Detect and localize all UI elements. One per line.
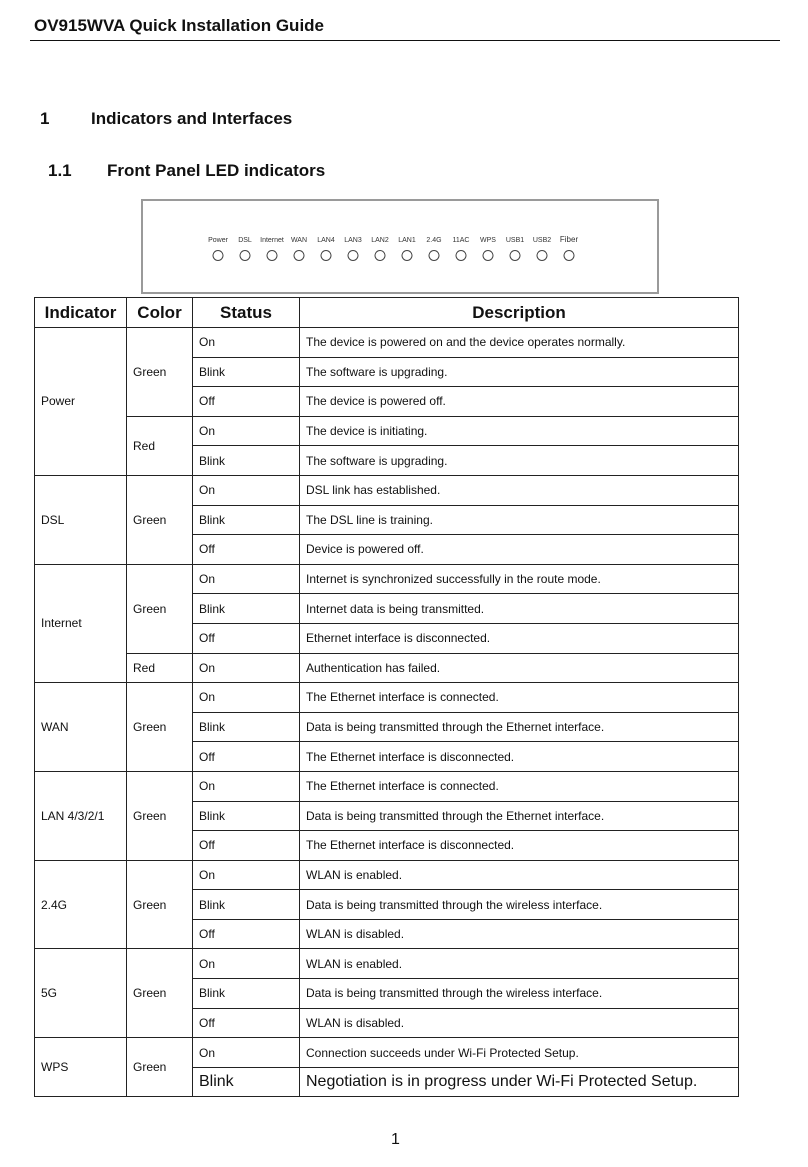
led-light-icon [537,250,548,261]
description-cell: Data is being transmitted through the Ethernet interface. [300,712,739,742]
description-cell: The device is initiating. [300,416,739,446]
table-body [35,328,739,1097]
status-cell: Off [193,623,300,653]
led-light-icon [240,250,251,261]
table-row [35,683,739,713]
led-light-icon [564,250,575,261]
led-label: USB1 [505,237,525,244]
table-row [35,860,739,890]
description-cell: Data is being transmitted through the wireless interface. [300,979,739,1009]
led-label: LAN1 [398,237,416,244]
color-cell: Green [127,949,193,1038]
status-cell: Blink [193,357,300,387]
status-cell: On [193,949,300,979]
led-label: LAN4 [317,237,335,244]
status-cell: On [193,683,300,713]
status-cell: Off [193,742,300,772]
indicator-cell: Power [35,328,127,476]
led-label: LAN2 [371,237,389,244]
indicator-cell: Internet [35,564,127,682]
description-cell: WLAN is enabled. [300,949,739,979]
color-cell: Green [127,475,193,564]
status-cell: On [193,475,300,505]
led-label: LAN3 [344,237,362,244]
description-cell: The software is upgrading. [300,357,739,387]
status-cell: On [193,860,300,890]
description-cell: Data is being transmitted through the Ethernet interface. [300,801,739,831]
led-light-icon [429,250,440,261]
column-header-color: Color [127,298,193,328]
description-cell: Internet data is being transmitted. [300,594,739,624]
document-header-title: OV915WVA Quick Installation Guide [34,16,325,35]
status-cell: Blink [193,979,300,1009]
status-cell: On [193,771,300,801]
led-light-icon [483,250,494,261]
status-cell: On [193,416,300,446]
column-header-status: Status [193,298,300,328]
indicator-cell: 5G [35,949,127,1038]
led-light-icon [267,250,278,261]
led-label: WPS [480,237,496,244]
color-cell: Green [127,328,193,417]
description-cell: The DSL line is training. [300,505,739,535]
description-cell: DSL link has established. [300,475,739,505]
led-label: DSL [238,237,252,244]
table-row [35,416,739,446]
section-number: 1 [40,109,50,128]
status-cell: Blink [193,890,300,920]
description-cell: Authentication has failed. [300,653,739,683]
color-cell: Green [127,860,193,949]
header-divider [30,40,780,41]
status-cell: Blink [193,801,300,831]
status-cell: Off [193,831,300,861]
led-light-icon [213,250,224,261]
led-label: USB2 [532,237,552,244]
led-light-icon [510,250,521,261]
indicator-cell: WAN [35,683,127,772]
column-header-description: Description [300,298,739,328]
description-cell: WLAN is disabled. [300,1008,739,1038]
table-row [35,328,739,358]
indicator-cell: LAN 4/3/2/1 [35,771,127,860]
led-light-icon [294,250,305,261]
description-cell: WLAN is disabled. [300,919,739,949]
table-row [35,949,739,979]
status-cell: Blink [193,712,300,742]
led-label: WAN [290,237,308,244]
led-label: 11AC [452,237,470,244]
description-cell: The software is upgrading. [300,446,739,476]
led-light-icon [456,250,467,261]
description-cell: Internet is synchronized successfully in the route mode. [300,564,739,594]
status-cell: On [193,564,300,594]
description-cell: WLAN is enabled. [300,860,739,890]
description-cell: The Ethernet interface is disconnected. [300,831,739,861]
status-cell: Off [193,1008,300,1038]
led-label: 2.4G [426,237,442,244]
table-row [35,1038,739,1068]
column-header-indicator: Indicator [35,298,127,328]
table-row [35,653,739,683]
led-label: Internet [260,237,284,244]
table-row [35,564,739,594]
status-cell: On [193,328,300,358]
status-cell: Off [193,387,300,417]
led-light-icon [348,250,359,261]
description-cell: Ethernet interface is disconnected. [300,623,739,653]
table-row [35,475,739,505]
color-cell: Green [127,683,193,772]
color-cell: Red [127,416,193,475]
color-cell: Green [127,564,193,653]
page-number: 1 [391,1131,400,1148]
description-cell: Connection succeeds under Wi-Fi Protected Setup. [300,1038,739,1068]
status-cell: Blink [193,505,300,535]
color-cell: Green [127,771,193,860]
description-cell: Device is powered off. [300,535,739,565]
description-cell: The Ethernet interface is disconnected. [300,742,739,772]
led-indicator-table [34,297,739,1097]
description-cell: The device is powered off. [300,387,739,417]
led-light-icon [402,250,413,261]
table-row [35,771,739,801]
status-cell: On [193,653,300,683]
description-cell: Negotiation is in progress under Wi-Fi Protected Setup. [300,1067,739,1097]
led-label: Power [208,237,228,244]
subsection-number: 1.1 [48,161,72,180]
color-cell: Green [127,1038,193,1097]
status-cell: Blink [193,1067,300,1097]
subsection-title: Front Panel LED indicators [107,161,326,180]
led-light-icon [375,250,386,261]
indicator-cell: 2.4G [35,860,127,949]
status-cell: Blink [193,594,300,624]
description-cell: Data is being transmitted through the wireless interface. [300,890,739,920]
status-cell: On [193,1038,300,1068]
table-header-row [35,298,739,328]
status-cell: Off [193,535,300,565]
status-cell: Blink [193,446,300,476]
color-cell: Red [127,653,193,683]
led-label: Fiber [559,235,579,244]
indicator-cell: DSL [35,475,127,564]
description-cell: The Ethernet interface is connected. [300,683,739,713]
indicator-cell: WPS [35,1038,127,1097]
description-cell: The device is powered on and the device operates normally. [300,328,739,358]
led-light-icon [321,250,332,261]
status-cell: Off [193,919,300,949]
description-cell: The Ethernet interface is connected. [300,771,739,801]
section-title: Indicators and Interfaces [91,109,293,128]
front-panel-illustration [141,199,659,294]
